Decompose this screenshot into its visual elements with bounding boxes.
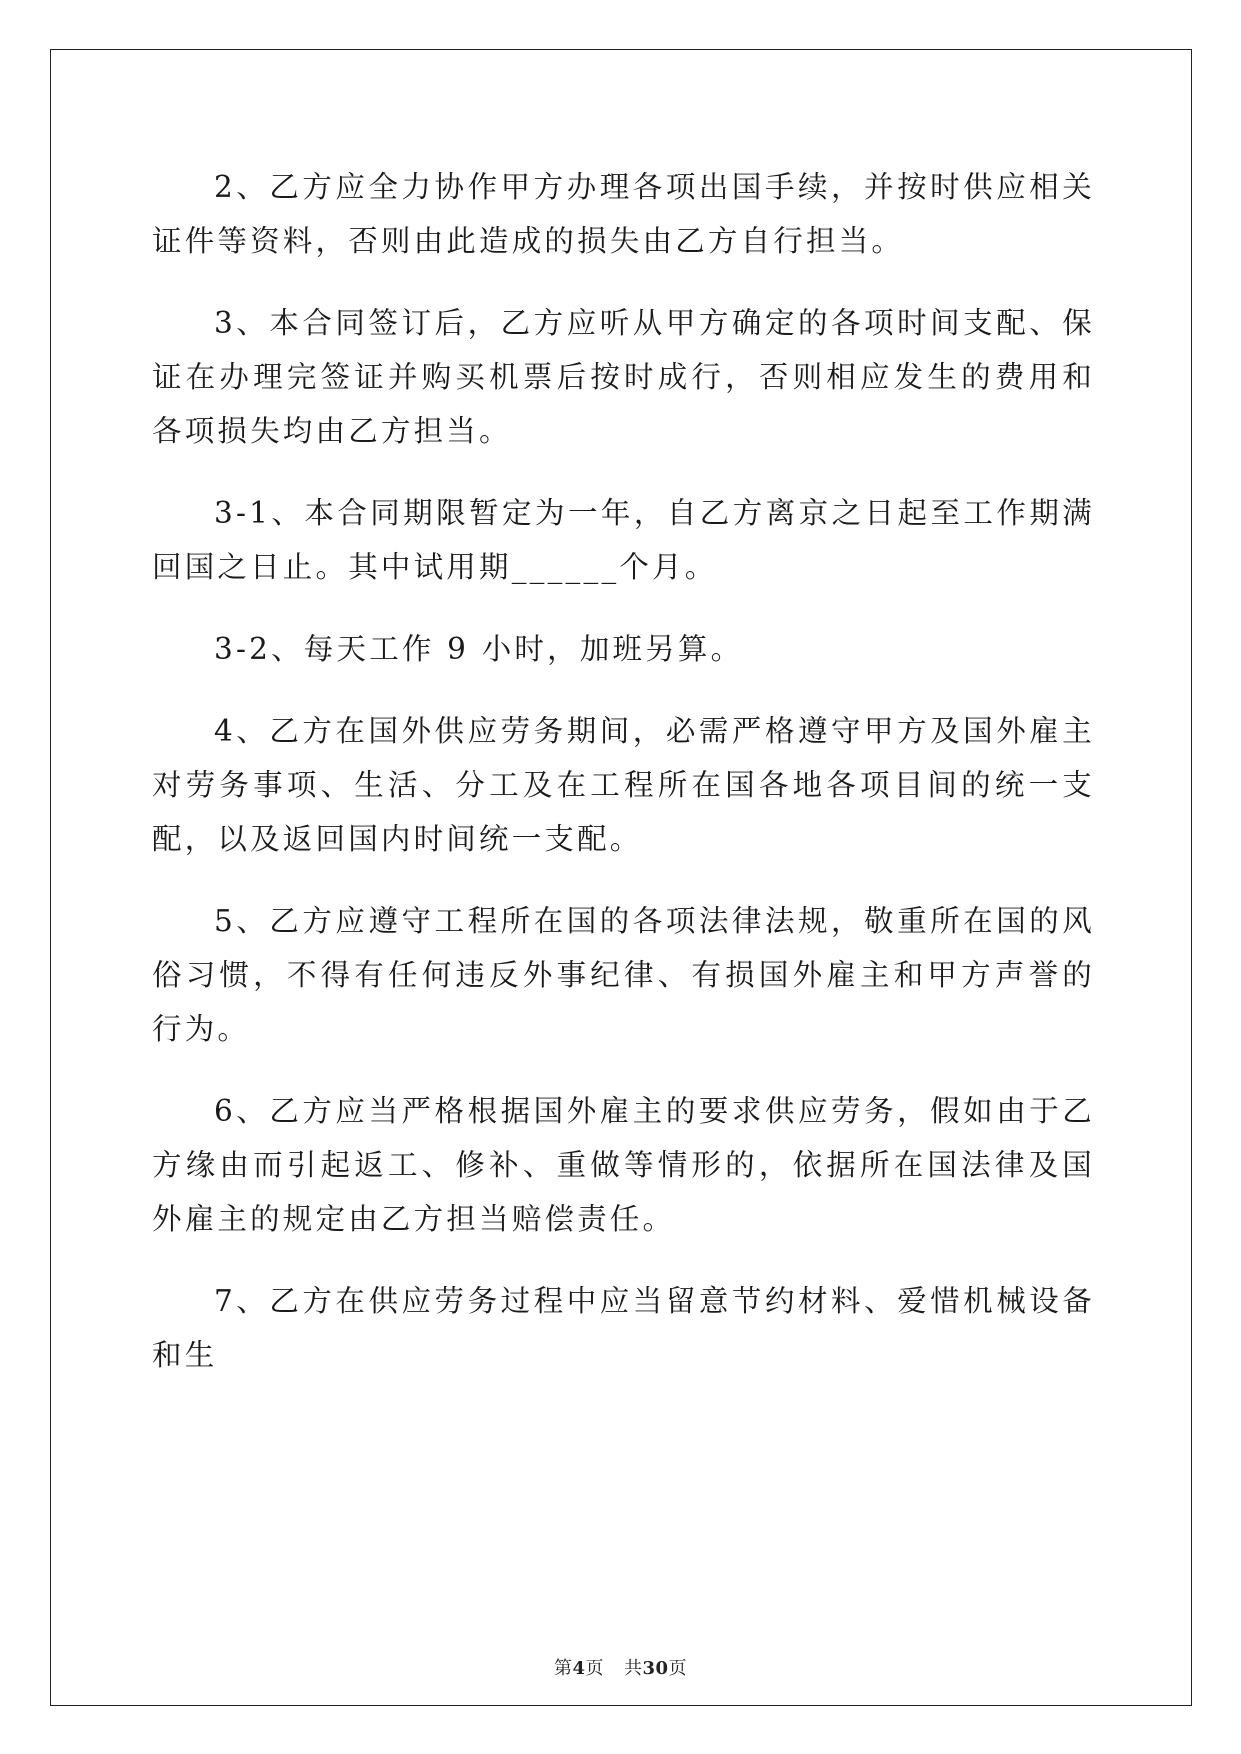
page-suffix: 页 bbox=[585, 1658, 604, 1679]
paragraph-clause-7: 7、乙方在供应劳务过程中应当留意节约材料、爱惜机械设备和生 bbox=[152, 1284, 1095, 1372]
paragraph-clause-4: 4、乙方在国外供应劳务期间，必需严格遵守甲方及国外雇主对劳务事项、生活、分工及在工程所在国各地各项目间的统一支配，以及返回国内时间统一支配。 bbox=[152, 714, 1095, 856]
total-pages: 30 bbox=[642, 1658, 669, 1679]
paragraph-clause-3-1: 3-1、本合同期限暂定为一年，自乙方离京之日起至工作期满回国之日止。其中试用期______个月。 bbox=[152, 496, 1095, 584]
paragraph-clause-5: 5、乙方应遵守工程所在国的各项法律法规，敬重所在国的风俗习惯，不得有任何违反外事纪律、有损国外雇主和甲方声誉的行为。 bbox=[152, 904, 1095, 1046]
document-body bbox=[152, 160, 1095, 1410]
page-prefix: 第 bbox=[553, 1658, 573, 1679]
paragraph-clause-3: 3、本合同签订后，乙方应听从甲方确定的各项时间支配、保证在办理完签证并购买机票后按时成行，否则相应发生的费用和各项损失均由乙方担当。 bbox=[152, 306, 1095, 448]
total-suffix: 页 bbox=[668, 1658, 688, 1679]
paragraph-clause-3-2: 3-2、每天工作 9 小时，加班另算。 bbox=[214, 632, 744, 666]
total-prefix: 共 bbox=[623, 1658, 643, 1679]
page-footer bbox=[0, 1654, 1241, 1680]
paragraph-clause-2: 2、乙方应全力协作甲方办理各项出国手续，并按时供应相关证件等资料，否则由此造成的损失由乙方自行担当。 bbox=[152, 170, 1095, 258]
page-number: 4 bbox=[572, 1658, 586, 1679]
paragraph-clause-6: 6、乙方应当严格根据国外雇主的要求供应劳务，假如由于乙方缘由而引起返工、修补、重做等情形的，依据所在国法律及国外雇主的规定由乙方担当赔偿责任。 bbox=[152, 1094, 1095, 1236]
